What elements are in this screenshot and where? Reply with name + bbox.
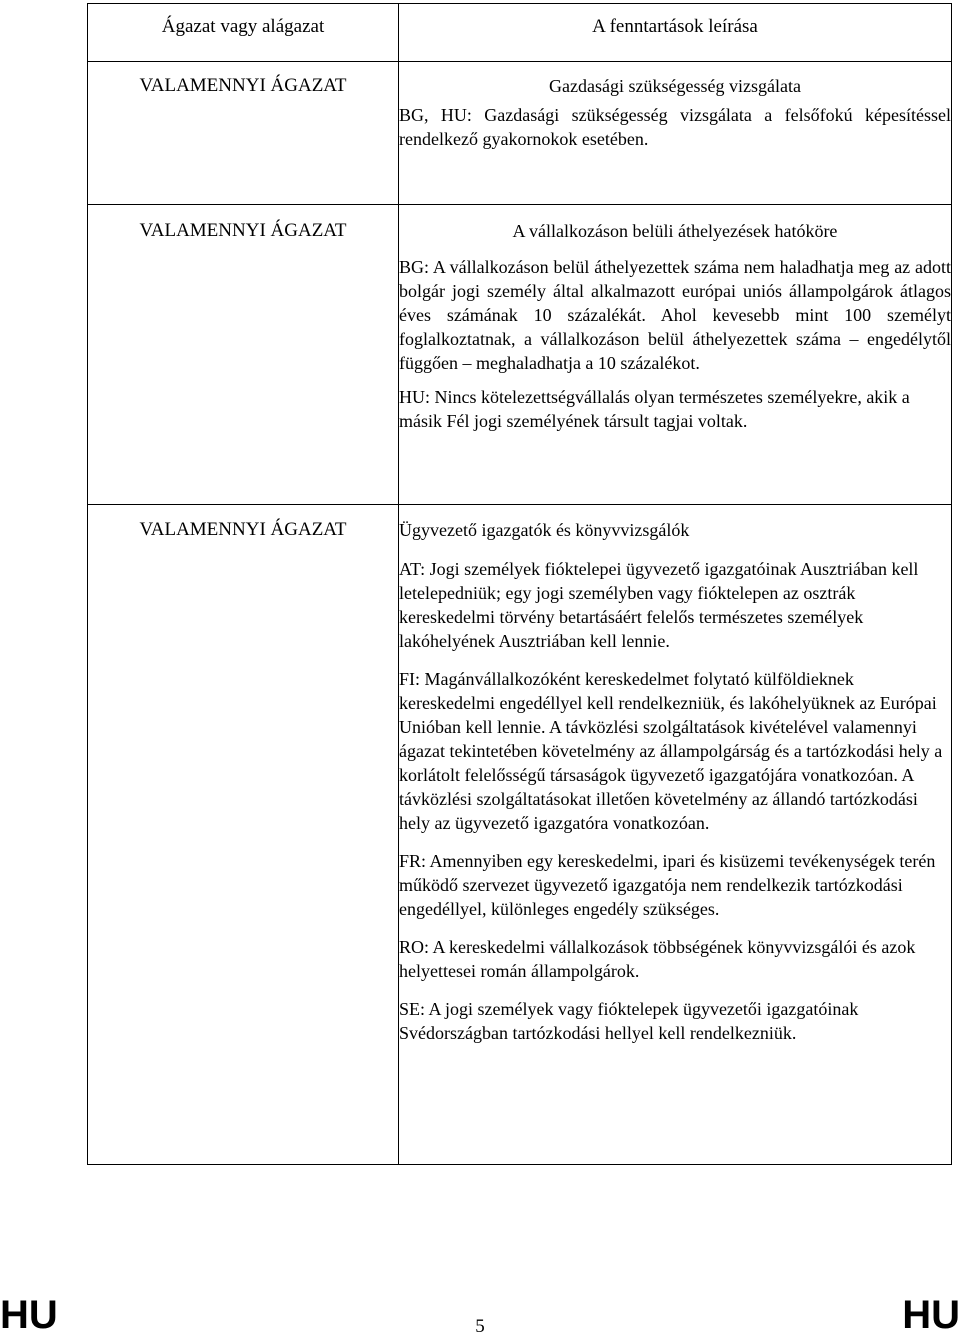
reservation-paragraph: BG, HU: Gazdasági szükségesség vizsgálata a felsőfokú képesítéssel rendelkező gyakornokok esetében.: [399, 105, 951, 149]
table-row: [88, 205, 952, 505]
sector-label: VALAMENNYI ÁGAZAT: [139, 75, 347, 96]
header-sector: Ágazat vagy alágazat: [88, 4, 399, 62]
sector-cell: [88, 505, 399, 1165]
table-row: [88, 505, 952, 1165]
table-header-row: [88, 4, 952, 62]
description-cell: [399, 505, 952, 1165]
page-number: 5: [475, 1316, 485, 1337]
reservation-title: A vállalkozáson belüli áthelyezések hatóköre: [512, 221, 838, 241]
sector-cell: [88, 62, 399, 205]
footer-language-code-left: HU: [0, 1293, 58, 1337]
header-description: A fenntartások leírása: [399, 4, 952, 62]
reservation-paragraph: HU: Nincs kötelezettségvállalás olyan természetes személyekre, akik a másik Fél jogi személyének társult tagjai voltak.: [399, 387, 910, 431]
reservation-paragraph: RO: A kereskedelmi vállalkozások többségének könyvvizsgálói és azok helyettesei román állampolgárok.: [399, 937, 916, 981]
reservation-paragraph: FR: Amennyiben egy kereskedelmi, ipari és kisüzemi tevékenységek terén működő szervezet ügyvezető igazgatója nem rendelkezik tartózkodási engedéllyel, különleges engedély szükséges.: [399, 851, 936, 919]
description-cell: [399, 205, 952, 505]
reservation-paragraph: FI: Magánvállalkozóként kereskedelmet folytató külföldieknek kereskedelmi engedéllyel kell rendelkezniük, és lakóhelyüknek az Európai Unióban kell lennie. A távközlési szolgáltatások kivételével valamennyi ágazat tekintetében követelmény az állampolgárság és a tartózkodási hely a korlátolt felelősségű társaságok ügyvezető igazgatójára vonatkozóan. A távközlési szolgáltatásokat illetően követelmény az állandó tartózkodási hely az ügyvezető igazgatóra vonatkozóan.: [399, 669, 943, 833]
reservations-table: [87, 3, 952, 1165]
reservation-paragraph: SE: A jogi személyek vagy fióktelepek ügyvezetői igazgatóinak Svédországban tartózkodási hellyel kell rendelkezniük.: [399, 999, 859, 1043]
reservation-paragraph: BG: A vállalkozáson belül áthelyezettek száma nem haladhatja meg az adott bolgár jogi személy által alkalmazott európai uniós állampolgárok átlagos éves számának 10 százalékát. Ahol kevesebb mint 100 személyt foglalkoztatnak, a vállalkozáson belül áthelyezettek száma – engedélytől függően – meghaladhatja a 10 százalékot.: [399, 257, 951, 373]
reservation-title: Ügyvezető igazgatók és könyvvizsgálók: [399, 520, 690, 540]
sector-label: VALAMENNYI ÁGAZAT: [139, 220, 347, 241]
footer-language-code-right: HU: [902, 1293, 960, 1337]
reservation-title: Gazdasági szükségesség vizsgálata: [549, 76, 801, 96]
table-row: [88, 62, 952, 205]
description-cell: [399, 62, 952, 205]
reservation-paragraph: AT: Jogi személyek fióktelepei ügyvezető igazgatóinak Ausztriában kell letelepedniük; egy jogi személyben vagy fióktelepen az osztrák kereskedelmi törvény betartásáért felelős természetes személyek lakóhelyének Ausztriában kell lennie.: [399, 559, 919, 651]
sector-cell: [88, 205, 399, 505]
sector-label: VALAMENNYI ÁGAZAT: [139, 519, 347, 540]
